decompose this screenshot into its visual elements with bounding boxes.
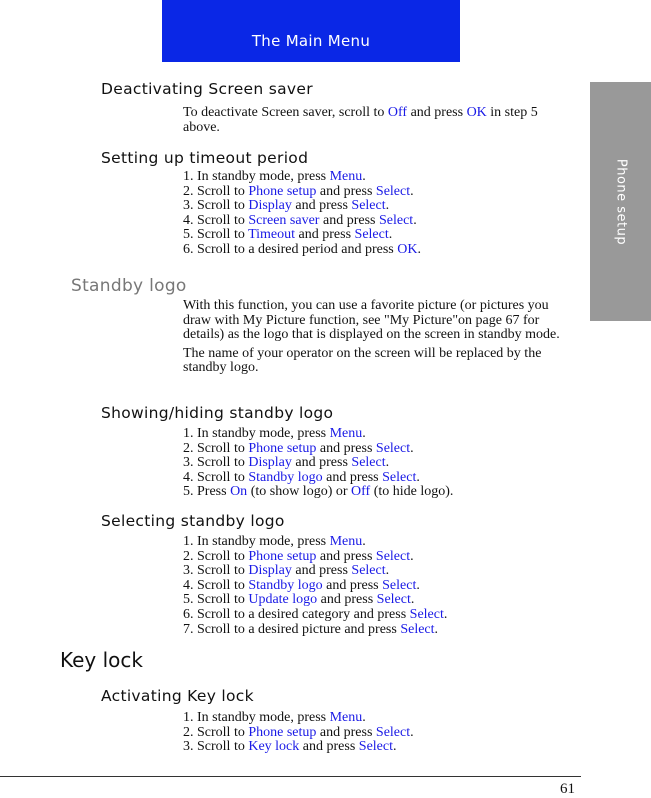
step-7: 7. Scroll to a desired picture and press Select. [183, 621, 439, 637]
activating-steps [183, 711, 583, 755]
footer-rule [0, 776, 581, 777]
menu-keyword: Select [351, 198, 386, 214]
selecting-steps [183, 535, 583, 637]
menu-keyword: Select [351, 455, 386, 471]
menu-keyword: On [230, 484, 248, 500]
heading-key-lock: Key lock [60, 648, 143, 672]
menu-keyword: Standby logo [248, 577, 323, 593]
chapter-title: The Main Menu [251, 32, 371, 50]
menu-keyword: OK [397, 241, 418, 257]
menu-keyword: Select [351, 563, 386, 579]
menu-keyword: Phone setup [248, 724, 317, 740]
menu-keyword: Select [375, 440, 411, 456]
menu-keyword: OK [466, 105, 487, 120]
step-2: 2. Scroll to Phone setup and press Select. [183, 548, 414, 564]
menu-keyword: Select [375, 724, 411, 740]
step-4: 4. Scroll to Screen saver and press Select. [183, 212, 417, 228]
timeout-steps [183, 170, 583, 258]
step-1: 1. In standby mode, press Menu. [183, 169, 366, 184]
menu-keyword: Off [351, 484, 371, 500]
step-2: 2. Scroll to Phone setup and press Select. [183, 440, 414, 456]
side-tab-label: Phone setup [613, 158, 628, 245]
chapter-header [162, 0, 460, 62]
menu-keyword: Key lock [248, 739, 300, 755]
paragraph: The name of your operator on the screen will be replaced by the standby logo. [183, 345, 542, 376]
step-5: 5. Scroll to Timeout and press Select. [183, 227, 393, 243]
heading-activating: Activating Key lock [101, 687, 254, 705]
menu-keyword: Display [248, 198, 292, 214]
heading-showing: Showing/hiding standby logo [101, 404, 334, 422]
step-3: 3. Scroll to Display and press Select. [183, 198, 390, 214]
step-1: 1. In standby mode, press Menu. [183, 426, 366, 441]
menu-keyword: Screen saver [248, 212, 320, 228]
deactivating-text: To deactivate Screen saver, scroll to Off and press OK in step 5 above. [183, 105, 538, 135]
menu-keyword: Display [248, 455, 292, 471]
page-number: 61 [560, 781, 575, 797]
step-3: 3. Scroll to Display and press Select. [183, 455, 390, 471]
menu-keyword: Select [375, 183, 411, 199]
step-1: 1. In standby mode, press Menu. [183, 710, 366, 725]
paragraph: With this function, you can use a favorite picture (or pictures you draw with My Picture function, see "My Picture"on page 67 for details) as the logo that is displayed on the screen in standby mode. [183, 298, 560, 343]
step-2: 2. Scroll to Phone setup and press Select. [183, 183, 414, 199]
heading-deactivating: Deactivating Screen saver [101, 80, 313, 98]
menu-keyword: Menu [329, 710, 363, 725]
step-5: 5. Scroll to Update logo and press Select. [183, 592, 415, 608]
menu-keyword: Menu [329, 426, 363, 441]
step-4: 4. Scroll to Standby logo and press Select. [183, 469, 420, 485]
heading-standby-logo: Standby logo [71, 276, 187, 296]
menu-keyword: Select [382, 469, 417, 485]
step-1: 1. In standby mode, press Menu. [183, 534, 366, 549]
heading-selecting: Selecting standby logo [101, 512, 285, 530]
menu-keyword: Select [358, 739, 393, 755]
menu-keyword: Phone setup [248, 183, 317, 199]
showing-steps [183, 427, 583, 500]
menu-keyword: Display [248, 563, 292, 579]
menu-keyword: Select [382, 577, 417, 593]
step-6: 6. Scroll to a desired category and press Select. [183, 606, 448, 622]
menu-keyword: Phone setup [248, 440, 317, 456]
step-6: 6. Scroll to a desired period and press OK. [183, 241, 421, 257]
menu-keyword: Timeout [248, 227, 296, 243]
side-tab [590, 82, 651, 321]
step-4: 4. Scroll to Standby logo and press Select. [183, 577, 420, 593]
menu-keyword: Select [354, 227, 389, 243]
step-3: 3. Scroll to Key lock and press Select. [183, 739, 397, 755]
menu-keyword: Update logo [248, 592, 318, 608]
menu-keyword: Phone setup [248, 548, 317, 564]
step-5: 5. Press On (to show logo) or Off (to hide logo). [183, 484, 454, 500]
menu-keyword: Select [400, 621, 435, 637]
step-2: 2. Scroll to Phone setup and press Select. [183, 724, 414, 740]
menu-keyword: Select [409, 606, 444, 622]
menu-keyword: Off [387, 105, 408, 120]
menu-keyword: Select [376, 592, 411, 608]
standby-logo-text [183, 299, 578, 376]
step-3: 3. Scroll to Display and press Select. [183, 563, 390, 579]
menu-keyword: Standby logo [248, 469, 323, 485]
menu-keyword: Menu [329, 169, 363, 184]
heading-timeout: Setting up timeout period [101, 149, 309, 167]
menu-keyword: Select [375, 548, 411, 564]
menu-keyword: Select [378, 212, 414, 228]
menu-keyword: Menu [329, 534, 363, 549]
